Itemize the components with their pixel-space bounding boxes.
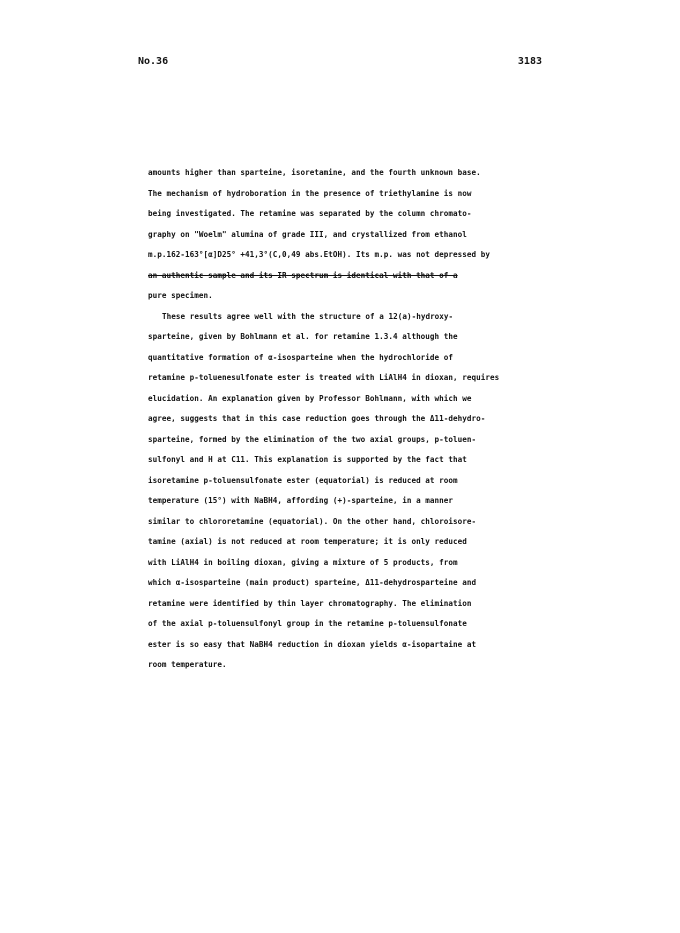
- text-line: elucidation. An explanation given by Professor Bohlmann, with which we: [148, 393, 472, 403]
- text-line: isoretamine p-toluensulfonate ester (equatorial) is reduced at room: [148, 475, 458, 485]
- page-number: 3183: [517, 56, 542, 67]
- text-line: sparteine, given by Bohlmann et al. for retamine 1.3.4 although the: [148, 332, 458, 341]
- text-line: graphy on "Woelm" alumina of grade III, and crystallized from ethanol: [148, 229, 467, 239]
- text-line: sulfonyl and H at C11. This explanation is supported by the fact that: [148, 455, 467, 464]
- text-line: agree, suggests that in this case reduction goes through the Δ11-dehydro-: [148, 414, 486, 423]
- text-line: pure specimen.: [148, 291, 213, 300]
- journal-number: No.36: [138, 56, 169, 67]
- text-line: of the axial p-toluensulfonyl group in the retamine p-toluensulfonate: [148, 619, 467, 628]
- text-line: ester is so easy that NaBH4 reduction in dioxan yields α-isopartaine at: [148, 639, 477, 649]
- paragraph-start-line: These results agree well with the structure of a 12(a)-hydroxy-: [162, 311, 454, 321]
- text-line: m.p.162-163°[α]D25° +41,3°(C,0,49 abs.EtOH). Its m.p. was not depressed by: [148, 250, 491, 259]
- text-line: quantitative formation of α-isosparteine when the hydrochloride of: [148, 352, 454, 362]
- text-line: room temperature.: [148, 660, 227, 669]
- struck-text: an authentic sample and its IR spectrum is identical with that of a: [148, 270, 458, 280]
- text-line: temperature (15°) with NaBH4, affording (+)-sparteine, in a manner: [148, 496, 454, 505]
- text-line: sparteine, formed by the elimination of the two axial groups, p-toluen-: [148, 434, 477, 444]
- text-line: amounts higher than sparteine, isoretamine, and the fourth unknown base.: [148, 168, 481, 177]
- article-text: [148, 163, 548, 676]
- text-line: similar to chlororetamine (equatorial). On the other hand, chloroisore-: [148, 516, 477, 526]
- text-line: which α-isosparteine (main product) sparteine, Δ11-dehydrosparteine and: [148, 578, 477, 587]
- struck-text-line: [148, 266, 548, 287]
- text-line: tamine (axial) is not reduced at room temperature; it is only reduced: [148, 537, 467, 546]
- text-line: with LiAlH4 in boiling dioxan, giving a mixture of 5 products, from: [148, 557, 458, 567]
- text-line: being investigated. The retamine was separated by the column chromato-: [148, 209, 472, 218]
- text-line: retamine were identified by thin layer chromatography. The elimination: [148, 598, 472, 608]
- text-line: The mechanism of hydroboration in the presence of triethylamine is now: [148, 188, 472, 198]
- text-line: retamine p-toluenesulfonate ester is treated with LiAlH4 in dioxan, requires: [148, 373, 500, 382]
